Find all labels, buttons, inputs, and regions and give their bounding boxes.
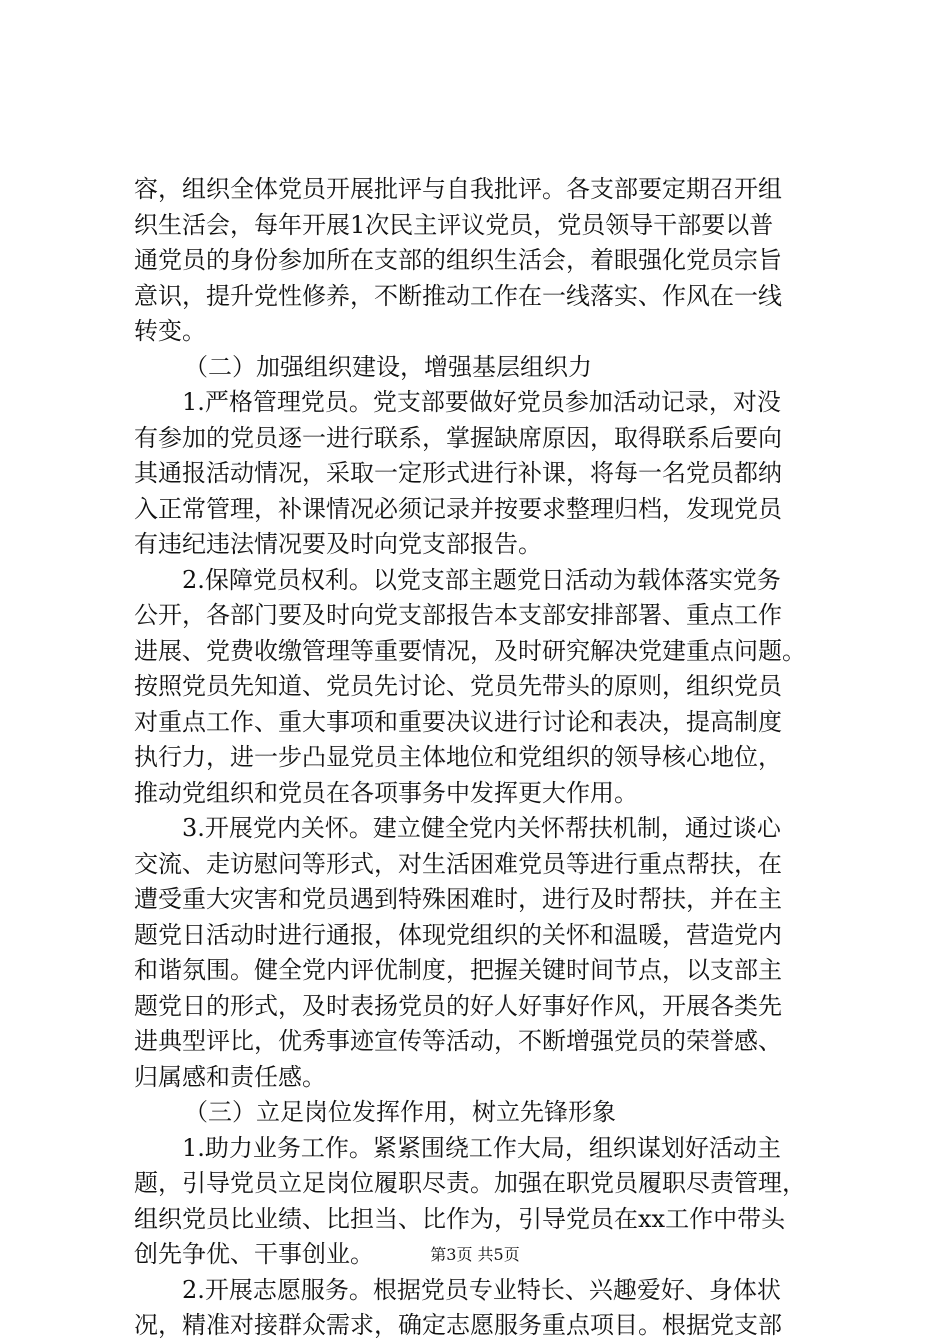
text-line: 容，组织全体党员开展批评与自我批评。各支部要定期召开组 bbox=[134, 175, 782, 203]
text-line: 对重点工作、重大事项和重要决议进行讨论和表决，提高制度 bbox=[134, 707, 782, 736]
text-line: 转变。 bbox=[134, 317, 206, 345]
text-line: 2.保障党员权利。以党支部主题党日活动为载体落实党务 bbox=[182, 565, 781, 594]
text-line: 3.开展党内关怀。建立健全党内关怀帮扶机制，通过谈心 bbox=[182, 814, 781, 842]
text-line: 执行力，进一步凸显党员主体地位和党组织的领导核心地位， bbox=[134, 743, 782, 771]
section-heading-3: （三）立足岗位发挥作用，树立先锋形象 bbox=[184, 1098, 616, 1126]
text-line: 1.助力业务工作。紧紧围绕工作大局，组织谋划好活动主 bbox=[182, 1133, 781, 1162]
text-line: 题，引导党员立足岗位履职尽责。加强在职党员履职尽责管理， bbox=[134, 1169, 806, 1197]
text-line: 创先争优、干事创业。 bbox=[134, 1240, 374, 1268]
text-line: 进典型评比，优秀事迹宣传等活动，不断增强党员的荣誉感、 bbox=[134, 1027, 782, 1055]
text-line: 织生活会，每年开展1次民主评议党员，党员领导干部要以普 bbox=[134, 210, 774, 239]
page-footer: 第3页 共5页 bbox=[430, 1245, 520, 1264]
text-line: 按照党员先知道、党员先讨论、党员先带头的原则，组织党员 bbox=[134, 672, 782, 700]
text-line: 况，精准对接群众需求，确定志愿服务重点项目。根据党支部 bbox=[134, 1311, 782, 1339]
body-text bbox=[134, 172, 834, 1344]
text-line: 其通报活动情况，采取一定形式进行补课，将每一名党员都纳 bbox=[134, 459, 782, 487]
text-line: 题党日的形式，及时表扬党员的好人好事好作风，开展各类先 bbox=[134, 991, 782, 1020]
text-line: 意识，提升党性修养，不断推动工作在一线落实、作风在一线 bbox=[134, 281, 782, 310]
text-line: 交流、走访慰问等形式，对生活困难党员等进行重点帮扶，在 bbox=[134, 849, 782, 878]
text-line: 推动党组织和党员在各项事务中发挥更大作用。 bbox=[134, 778, 638, 807]
text-line: 2.开展志愿服务。根据党员专业特长、兴趣爱好、身体状 bbox=[182, 1275, 781, 1304]
text-line: 题党日活动时进行通报，体现党组织的关怀和温暖，营造党内 bbox=[134, 920, 782, 949]
text-line: 和谐氛围。健全党内评优制度，把握关键时间节点，以支部主 bbox=[134, 956, 782, 984]
text-line: 入正常管理，补课情况必须记录并按要求整理归档，发现党员 bbox=[134, 494, 782, 523]
text-line: 通党员的身份参加所在支部的组织生活会，着眼强化党员宗旨 bbox=[134, 246, 782, 274]
text-line: 1.严格管理党员。党支部要做好党员参加活动记录，对没 bbox=[182, 388, 781, 416]
text-line: 有违纪违法情况要及时向党支部报告。 bbox=[134, 530, 542, 558]
text-line: 遭受重大灾害和党员遇到特殊困难时，进行及时帮扶，并在主 bbox=[134, 885, 782, 913]
text-line: 归属感和责任感。 bbox=[134, 1062, 326, 1091]
text-line: 有参加的党员逐一进行联系，掌握缺席原因，取得联系后要向 bbox=[134, 423, 782, 452]
text-line: 组织党员比业绩、比担当、比作为，引导党员在xx工作中带头 bbox=[134, 1204, 786, 1233]
text-line: 公开，各部门要及时向党支部报告本支部安排部署、重点工作 bbox=[134, 601, 782, 629]
text-line: 进展、党费收缴管理等重要情况，及时研究解决党建重点问题。 bbox=[134, 636, 806, 665]
section-heading-2: （二）加强组织建设，增强基层组织力 bbox=[184, 352, 592, 381]
